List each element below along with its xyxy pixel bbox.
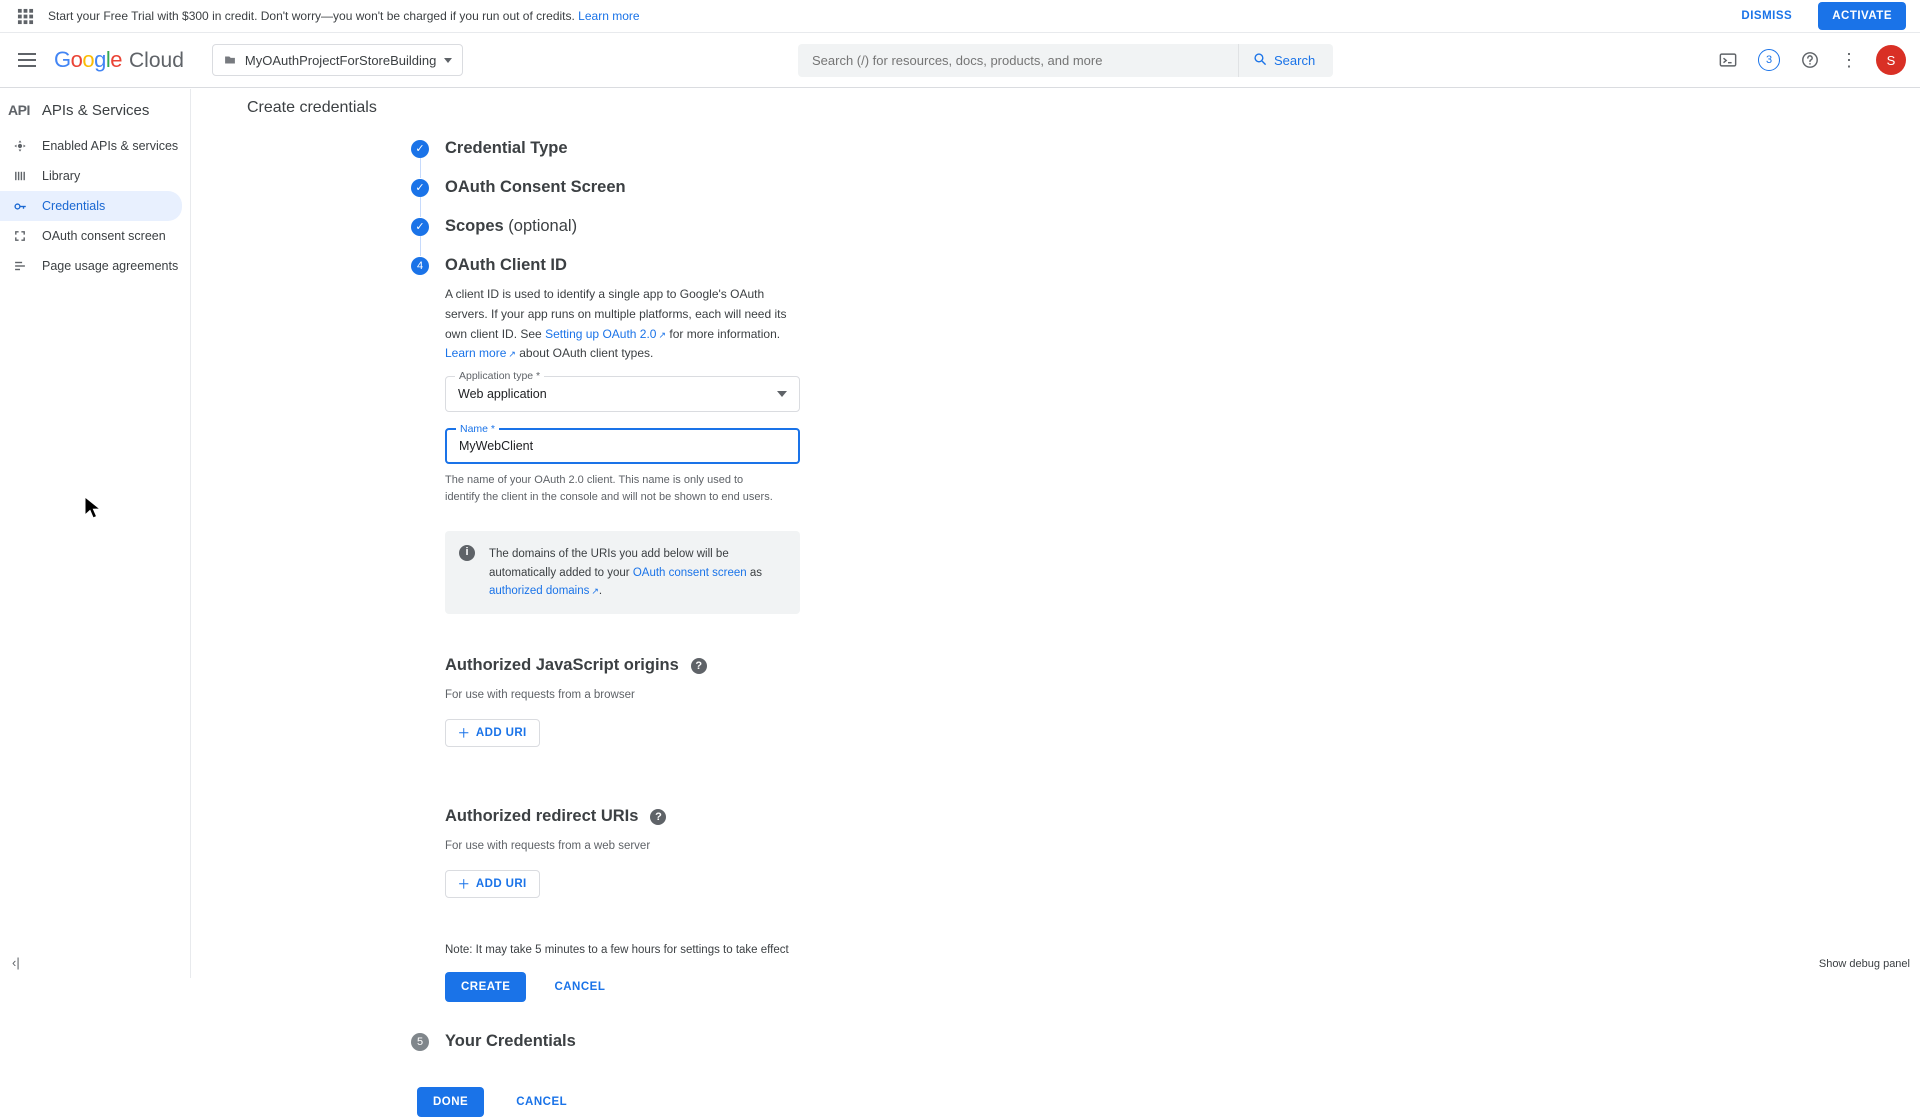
project-name: MyOAuthProjectForStoreBuilding <box>244 52 437 68</box>
step-scopes <box>411 217 1920 256</box>
cloud-wordmark: Cloud <box>129 49 184 72</box>
step-connector <box>420 236 421 256</box>
google-cloud-logo[interactable] <box>54 47 184 73</box>
sidebar-header <box>0 89 190 131</box>
step-status-icon: ✓ <box>411 179 429 197</box>
sidebar-item-label: Page usage agreements <box>42 259 179 273</box>
client-id-description <box>445 285 805 364</box>
domains-info-text <box>489 545 786 600</box>
sidebar-item-label: Credentials <box>42 199 106 213</box>
help-icon[interactable]: ? <box>650 809 666 825</box>
step-connector <box>420 197 421 217</box>
client-name-label: Name * <box>456 423 499 435</box>
cancel-button[interactable]: CANCEL <box>548 980 611 994</box>
plus-icon: ＋ <box>458 728 470 741</box>
redirect-uris-heading: Authorized redirect URIs <box>445 807 639 826</box>
domains-info-box <box>445 531 800 614</box>
avatar[interactable]: S <box>1876 45 1906 75</box>
chevron-down-icon <box>444 58 452 63</box>
step-status-icon: ✓ <box>411 140 429 158</box>
key-icon <box>12 199 28 214</box>
google-wordmark: Google <box>54 47 123 72</box>
search-button[interactable] <box>1238 44 1333 77</box>
info-icon: i <box>459 545 475 561</box>
step-status-icon: 4 <box>411 257 429 275</box>
step-title: Your Credentials <box>445 1032 576 1051</box>
js-origins-heading: Authorized JavaScript origins <box>445 656 679 675</box>
step-title[interactable]: OAuth Consent Screen <box>445 178 626 196</box>
enabled-apis-icon <box>12 139 28 153</box>
desc-part-2: for more information. <box>666 326 781 341</box>
sidebar-item-credentials[interactable] <box>0 191 182 221</box>
desc-part-1: A client ID is used to identify a single app to Google's OAuth servers. If your app runs on multiple platforms, each will need its own client ID. See <box>445 287 787 341</box>
client-name-value: MyWebClient <box>459 439 534 454</box>
add-redirect-uri-button[interactable] <box>445 870 540 898</box>
show-debug-panel-link[interactable]: Show debug panel <box>1818 958 1910 970</box>
settings-effect-note: Note: It may take 5 minutes to a few hours for settings to take effect <box>445 944 789 957</box>
wizard-bottom-actions <box>225 1087 1920 1117</box>
notifications-badge[interactable]: 3 <box>1758 49 1780 71</box>
oauth-consent-screen-link[interactable]: OAuth consent screen <box>632 566 747 579</box>
credential-wizard <box>191 117 1920 1117</box>
info-part-1: The domains of the URIs you add below will be automatically added to your <box>489 548 729 579</box>
create-button[interactable]: CREATE <box>445 972 526 1002</box>
sidebar-item-page-usage-agreements[interactable] <box>0 251 182 281</box>
step-title[interactable] <box>445 217 577 236</box>
authorized-domains-link[interactable]: authorized domains ↗ <box>489 585 599 597</box>
sidebar-title: APIs & Services <box>41 101 150 119</box>
sidebar-item-label: Library <box>42 169 81 183</box>
oauth-client-id-form <box>445 285 1065 1002</box>
main-content <box>191 89 1920 1109</box>
activate-button[interactable]: ACTIVATE <box>1818 2 1906 30</box>
top-right-actions <box>1716 45 1906 75</box>
consent-icon <box>12 229 28 243</box>
page-title: Create credentials <box>247 99 377 116</box>
learn-more-link[interactable]: Learn more ↗ <box>445 346 516 360</box>
search-input[interactable] <box>798 44 1238 77</box>
trial-message: Start your Free Trial with $300 in credit. Don't worry—you won't be charged if you run out of credits. <box>48 9 575 23</box>
client-id-actions <box>445 972 1065 1002</box>
api-icon: API <box>8 102 30 118</box>
application-type-value: Web application <box>458 387 547 402</box>
free-trial-banner <box>0 0 1920 33</box>
info-part-3: . <box>598 584 603 597</box>
chevron-down-icon <box>777 391 787 397</box>
menu-icon[interactable] <box>14 47 40 73</box>
add-uri-label: ADD URI <box>475 727 527 740</box>
application-type-label: Application type * <box>455 370 544 382</box>
apps-grid-icon[interactable] <box>14 5 36 27</box>
add-js-origin-uri-button[interactable] <box>445 719 540 747</box>
done-button[interactable]: DONE <box>417 1087 484 1117</box>
redirect-uris-note: For use with requests from a web server <box>445 840 651 853</box>
application-type-select[interactable] <box>445 370 800 412</box>
step-title[interactable]: Credential Type <box>445 139 568 157</box>
sidebar-item-oauth-consent-screen[interactable] <box>0 221 182 251</box>
sidebar-item-label: OAuth consent screen <box>42 229 166 243</box>
more-options-icon[interactable]: ⋮ <box>1840 50 1858 70</box>
step-credential-type <box>411 139 1920 178</box>
trial-learn-more-link[interactable]: Learn more <box>578 9 640 23</box>
add-uri-label: ADD URI <box>475 878 527 891</box>
step-connector <box>420 158 421 178</box>
sidebar-item-label: Enabled APIs & services <box>42 139 179 153</box>
bottom-cancel-button[interactable]: CANCEL <box>510 1095 573 1109</box>
step-title: OAuth Client ID <box>445 256 567 274</box>
search-area <box>798 44 1333 77</box>
desc-part-3: about OAuth client types. <box>515 346 654 361</box>
redirect-uris-section-header <box>445 807 1065 826</box>
step-your-credentials <box>411 1032 1920 1051</box>
collapse-sidebar-button[interactable]: ‹| <box>12 955 20 970</box>
step-oauth-client-id <box>411 256 1920 1002</box>
sidebar-item-enabled-apis[interactable] <box>0 131 182 161</box>
client-name-field[interactable] <box>445 423 800 464</box>
dismiss-button[interactable]: DISMISS <box>1733 4 1800 28</box>
plus-icon: ＋ <box>458 879 470 892</box>
sidebar <box>0 89 191 978</box>
top-navigation-bar <box>0 33 1920 88</box>
search-button-label: Search <box>1274 53 1316 68</box>
client-name-hint: The name of your OAuth 2.0 client. This name is only used to identify the client in the console and will not be shown to end users. <box>445 474 773 503</box>
cloud-shell-icon[interactable] <box>1716 48 1740 72</box>
help-icon[interactable]: ? <box>691 658 707 674</box>
step-title-suffix: (optional) <box>503 217 578 235</box>
step-title-text: Scopes <box>445 217 504 235</box>
project-selector[interactable] <box>212 44 463 76</box>
agreements-icon <box>12 259 28 273</box>
js-origins-note: For use with requests from a browser <box>445 689 635 702</box>
step-status-icon: 5 <box>411 1033 429 1051</box>
library-icon <box>12 169 28 183</box>
setting-up-oauth-link[interactable]: Setting up OAuth 2.0 ↗ <box>545 327 666 341</box>
step-status-icon: ✓ <box>411 218 429 236</box>
search-icon <box>1253 52 1267 69</box>
step-oauth-consent-screen <box>411 178 1920 217</box>
info-part-2: as <box>746 566 762 579</box>
help-icon[interactable] <box>1798 48 1822 72</box>
sidebar-item-library[interactable] <box>0 161 182 191</box>
trial-actions <box>1733 2 1906 30</box>
js-origins-section-header <box>445 656 1065 675</box>
project-icon <box>223 53 237 67</box>
